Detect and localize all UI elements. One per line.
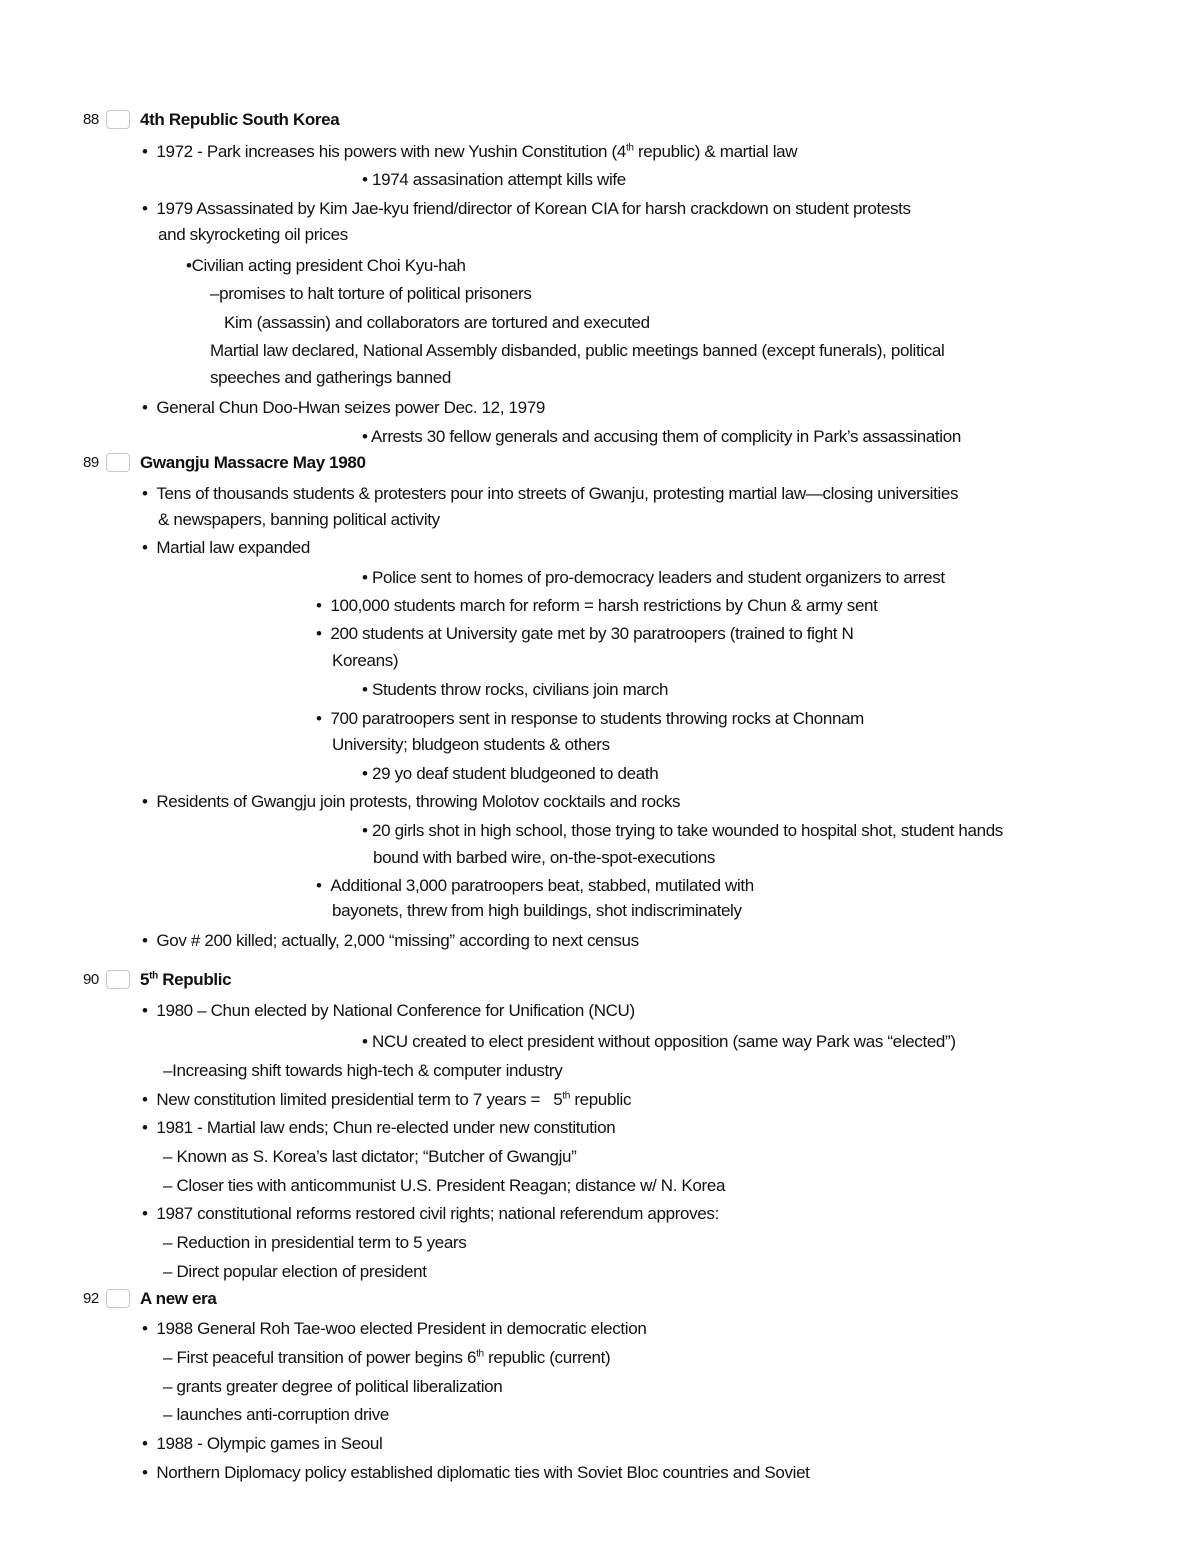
dash-item: – Closer ties with anticommunist U.S. President Reagan; distance w/ N. Korea	[163, 1176, 726, 1195]
continuation-line: University; bludgeon students & others	[332, 735, 610, 754]
continuation-line: bound with barbed wire, on-the-spot-executions	[373, 848, 716, 867]
sub-bullet-item: • Additional 3,000 paratroopers beat, stabbed, mutilated with	[316, 876, 754, 895]
bullet-item: • General Chun Doo-Hwan seizes power Dec. 12, 1979	[142, 398, 545, 417]
bullet-item: • 1987 constitutional reforms restored civil rights; national referendum approves:	[142, 1204, 719, 1223]
checkbox[interactable]	[106, 970, 130, 989]
dash-item: – Known as S. Korea’s last dictator; “Butcher of Gwangju”	[163, 1147, 577, 1166]
bullet-item: • Residents of Gwangju join protests, throwing Molotov cocktails and rocks	[142, 792, 681, 811]
dash-item: – Reduction in presidential term to 5 years	[163, 1233, 467, 1252]
dash-item: – launches anti-corruption drive	[163, 1405, 389, 1424]
checkbox[interactable]	[106, 110, 130, 129]
text-line: Martial law declared, National Assembly disbanded, public meetings banned (except funerals), political	[210, 341, 945, 360]
bullet-item: • 1972 - Park increases his powers with new Yushin Constitution (4th republic) & martial law	[142, 142, 798, 161]
continuation-line: Koreans)	[332, 651, 399, 670]
sub-bullet-item: • 200 students at University gate met by 30 paratroopers (trained to fight N	[316, 624, 854, 643]
sub-bullet-item: • 700 paratroopers sent in response to students throwing rocks at Chonnam	[316, 709, 864, 728]
bullet-item: • 1980 – Chun elected by National Conference for Unification (NCU)	[142, 1001, 635, 1020]
dash-item: – First peaceful transition of power begins 6th republic (current)	[163, 1348, 611, 1367]
continuation-line: & newspapers, banning political activity	[158, 510, 440, 529]
item-number: 92	[83, 1290, 99, 1307]
sub-bullet-item: •Civilian acting president Choi Kyu-hah	[186, 256, 466, 275]
item-number: 90	[83, 971, 99, 988]
sub-bullet-item: • 29 yo deaf student bludgeoned to death	[362, 764, 659, 783]
dash-item: – grants greater degree of political liberalization	[163, 1377, 503, 1396]
dash-item: –promises to halt torture of political prisoners	[210, 284, 532, 303]
bullet-item: • Tens of thousands students & protesters pour into streets of Gwanju, protesting martial law—closing universities	[142, 484, 959, 503]
item-number: 88	[83, 111, 99, 128]
sub-bullet-item: • NCU created to elect president without opposition (same way Park was “elected”)	[362, 1032, 956, 1051]
section-heading: 4th Republic South Korea	[140, 110, 340, 129]
continuation-line: and skyrocketing oil prices	[158, 225, 348, 244]
bullet-item: • 1988 - Olympic games in Seoul	[142, 1434, 383, 1453]
checkbox[interactable]	[106, 1289, 130, 1308]
sub-bullet-item: • Arrests 30 fellow generals and accusing them of complicity in Park’s assassination	[362, 427, 961, 446]
bullet-item: • Northern Diplomacy policy established diplomatic ties with Soviet Bloc countries and Soviet	[142, 1463, 810, 1482]
sub-bullet-item: • Police sent to homes of pro-democracy leaders and student organizers to arrest	[362, 568, 945, 587]
item-number: 89	[83, 454, 99, 471]
continuation-line: speeches and gatherings banned	[210, 368, 451, 387]
bullet-item: • Gov # 200 killed; actually, 2,000 “missing” according to next census	[142, 931, 639, 950]
bullet-item: • 1981 - Martial law ends; Chun re-elected under new constitution	[142, 1118, 616, 1137]
dash-item: – Direct popular election of president	[163, 1262, 427, 1281]
dash-item: –Increasing shift towards high-tech & computer industry	[163, 1061, 563, 1080]
text-line: Kim (assassin) and collaborators are tortured and executed	[224, 313, 650, 332]
section-heading: 5th Republic	[140, 970, 232, 989]
sub-bullet-item: • 20 girls shot in high school, those trying to take wounded to hospital shot, student hands	[362, 821, 1003, 840]
bullet-item: • 1979 Assassinated by Kim Jae-kyu friend/director of Korean CIA for harsh crackdown on student protests	[142, 199, 911, 218]
bullet-item: • Martial law expanded	[142, 538, 311, 557]
section-heading: Gwangju Massacre May 1980	[140, 453, 366, 472]
sub-bullet-item: • 100,000 students march for reform = harsh restrictions by Chun & army sent	[316, 596, 878, 615]
checkbox[interactable]	[106, 453, 130, 472]
bullet-item: • New constitution limited presidential term to 7 years = 5th republic	[142, 1090, 632, 1109]
section-heading: A new era	[140, 1289, 217, 1308]
bullet-item: • 1988 General Roh Tae-woo elected President in democratic election	[142, 1319, 647, 1338]
sub-bullet-item: • 1974 assasination attempt kills wife	[362, 170, 626, 189]
sub-bullet-item: • Students throw rocks, civilians join march	[362, 680, 669, 699]
continuation-line: bayonets, threw from high buildings, shot indiscriminately	[332, 901, 742, 920]
